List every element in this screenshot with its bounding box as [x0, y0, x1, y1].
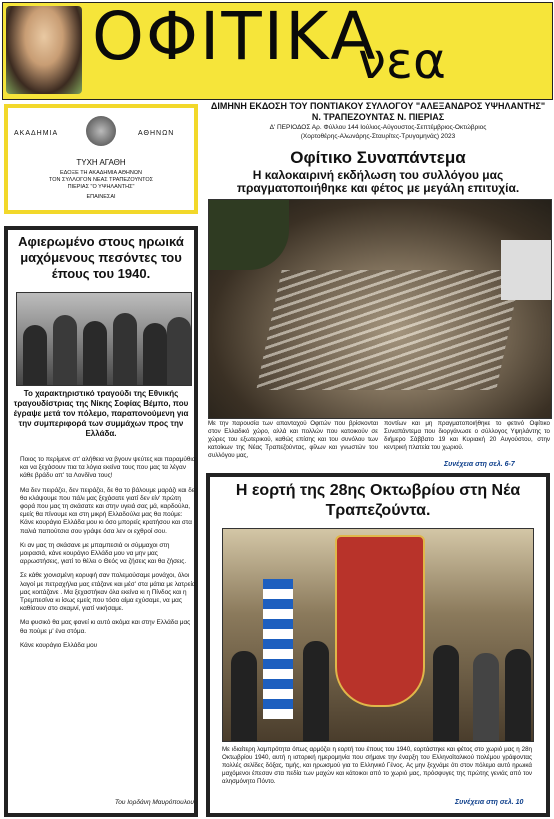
academy-line3: ΤΟΝ ΣΥΛΛΟΓΟΝ ΝΕΑΣ ΤΡΑΠΕΖΟΥΝΤΟΣ: [48, 177, 154, 183]
academy-lines-body: [8, 170, 194, 191]
academy-label-left: ΑΚΑΔΗΜΙΑ: [14, 130, 59, 137]
song-lyrics: [20, 456, 196, 656]
academy-line4: ΠΙΕΡΙΑΣ "Ο ΥΨΗΛΑΝΤΗΣ": [67, 184, 135, 190]
masthead-title: ΟΦΙΤΙΚΑ: [92, 0, 378, 75]
academy-line2: ΕΔΟΞΕ ΤΗ ΑΚΑΔΗΜΙΑ ΑΘΗΝΩΝ: [60, 170, 142, 176]
parade-photo: [222, 528, 534, 742]
article1-continued-link[interactable]: Συνέχεια στη σελ. 6-7: [444, 461, 515, 468]
article1-text-right: ποντίων και μη πραγματοποιήθηκε το φετινό Οφίτικο Συναπάντεμα που διοργάνωσε ο σύλλογος Υψηλάντης το διήμερο Σάββατο 19 και Κυριακή 20 Αυγούστου, στην κεντρική πλατεία του χωριού.: [384, 420, 550, 451]
article2-title: Η εορτή της 28ης Οκτωβρίου στη Νέα Τραπεζούντα.: [235, 482, 521, 519]
article2-text: Με ιδιαίτερη λαμπρότητα όπως αρμόζει η εορτή του έπους του 1940, εορτάστηκε και φέτος στο χωριό μας η 28η Οκτωβρίου 1940, αυτή η ιστορική ημερομηνία που σήμανε την έναρξη του Ελληνοϊταλικού πολέμου γράφοντας πολλές σελίδες δόξας, τιμής, και ηρωισμού για το Ελληνικό Γένος. Ας μην ξεχνάμε ότι στον πόλεμο αυτό ηρωικά μαχόμενοι έπεσαν στα πεδία των μαχών και κάτοικοι από το χωριό μας, πρόσφυγες της πρώτης γενιάς από τον αλησμόνητο Πόντο.: [222, 746, 532, 785]
academy-label-right: ΑΘΗΝΩΝ: [138, 130, 175, 137]
event-aerial-photo: [208, 199, 552, 419]
article1-subtitle: Η καλοκαιρινή εκδήλωση του συλλόγου μας πραγματοποιήθηκε και φέτος με μεγάλη επιτυχία.: [236, 168, 520, 195]
lyrics-stanza: Μα δεν πειράζει, δεν πειράζει, δε θα το βάλουμε μαράζι και δε θα κλάψουμε που πάλι μας ξεχάσατε γιατί δεν είν' πρώτη φορά που μας τη σκάσατε και στην υγειά σας μά, καρδούλα, εμείς θα πίνουμε και στη μικρή Ελλαδούλα μας θα πούμε: Κάνε κουράγιο Ελλάδα μου κι όσο μπορείς κρατήσου και στα παλιά παπούτσια σου γράψε όσα λεν οι εχθροί σου.: [20, 486, 195, 535]
academy-line1: ΤΥΧΗ ΑΓΑΘΗ: [76, 158, 126, 167]
academy-seal-icon: [86, 116, 116, 146]
header-issue: Δ' ΠΕΡΙΟΔΟΣ Αρ. Φύλλου 144 Ιούλιος-Αύγουστος-Σεπτέμβριος-Οκτώβριος: [269, 124, 487, 131]
article1-title: Οφίτικο Συναπάντεμα: [290, 148, 466, 167]
masthead-subtitle: νεα: [358, 32, 446, 90]
lyrics-author: Του Ιορδάνη Μαυρόπουλου: [114, 799, 194, 806]
lyrics-stanza: Μα φυσικό θα μας φανεί κι αυτό ακόμα και στην Ελλάδα μας θα πούμε μ' ένα στόμα.: [20, 619, 191, 635]
header-months: (Χορτοθέρης-Αλωνάρης-Σταυρίτες-Τρυγομηνάς) 2023: [300, 133, 456, 140]
portrait-image: [6, 6, 82, 94]
article2-continued-link[interactable]: Συνέχεια στη σελ. 10: [455, 799, 524, 806]
header-location: Ν. ΤΡΑΠΕΖΟΥΝΤΑΣ Ν. ΠΙΕΡΙΑΣ: [311, 112, 445, 122]
header-publisher: ΔΙΜΗΝΗ ΕΚΔΟΣΗ ΤΟΥ ΠΟΝΤΙΑΚΟΥ ΣΥΛΛΟΓΟΥ "ΑΛΕΞΑΝΔΡΟΣ ΥΨΗΛΑΝΤΗΣ": [210, 101, 546, 111]
lyrics-stanza: Κι αν μας τη σκάσανε με μπαμπεσιά οι σύμμαχοι στη μοιρασιά, κάνε κουράγιο Ελλάδα μου να μην μας αρρωστήσεις, γιατί το θέλει ο Θεός να ζήσεις και θα ζήσεις.: [20, 541, 187, 566]
lyrics-stanza: Ποιος το περίμενε στ' αλήθεια να βγουν ψεύτες και παραμύθια και να ξεχάσουν πια τα λόγια εκείνα τους που μας τα λέγαν κάθε βράδυ απ' τα Λονδίνα τους!: [20, 456, 196, 480]
left-article-title: Αφιερωμένο στους ηρωικά μαχόμενους πεσόντες του έπους του 1940.: [18, 234, 184, 281]
left-article-intro: Το χαρακτηριστικό τραγούδι της Εθνικής τραγουδίστριας της Νίκης Σοφίας Βέμπο, που έγραψε μετά τον πόλεμο, παραπονούμενη για την συμπεριφορά των συμμάχων προς την Ελλάδα.: [13, 389, 189, 438]
lyrics-stanza: Κάνε κουράγιο Ελλάδα μου: [20, 641, 98, 649]
lyrics-stanza: Σε κάθε χιονισμένη κορυφή σαν πολεμούσαμε μονάχοι, όλοι λαγοί με πετραχήλια μας ετάζανε και μέσ' στα μάτια με λατρεία μας κοιτάζανε . Μα ξεχαστήκαν όλα εκείνα κι η Πίνδος και η Τρεμπεσίνα κι ίσως εμείς που τόσο αίμα εχύσαμε, να μας καθίσουν στο σκαμνί, γιατί νικήσαμε.: [20, 572, 196, 613]
academy-award-box: [4, 104, 198, 214]
academy-line5: ΕΠΑΙΝΕΣΑΙ: [86, 194, 116, 200]
article1-text-left: Με την παρουσία των απανταχού Οφιτών που βρίσκονται στον Ελλαδικό χώρο, αλλά και πολλών που κατοικούν σε χώρες του εξωτερικού, καθώς επίσης και του συνόλου των κατοίκων της Νέας Τραπεζούντας, φίλων και γνωστών του συλλόγου μας,: [208, 420, 378, 459]
wartime-group-photo: [16, 292, 192, 386]
